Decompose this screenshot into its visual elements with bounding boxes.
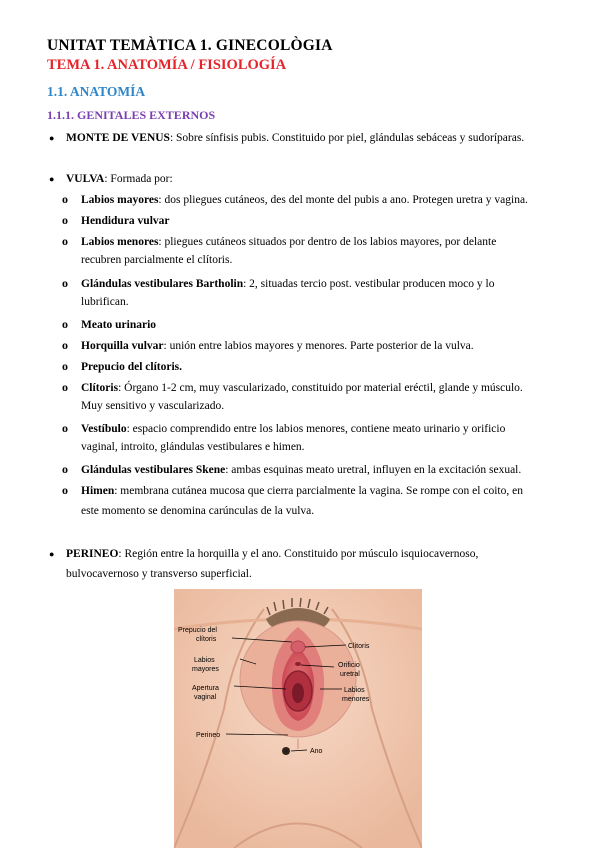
monte-paragraph bbox=[66, 131, 524, 145]
item-continuation: vaginal, introito, glándulas vestibulares e himen. bbox=[81, 441, 305, 453]
item-text: : espacio comprendido entre los labios menores, contiene meato urinario y orificio bbox=[126, 423, 506, 435]
list-item bbox=[81, 360, 182, 374]
sub-bullet-icon: o bbox=[62, 462, 68, 476]
item-text: : pliegues cutáneos situados por dentro de los labios mayores, por delante bbox=[158, 236, 497, 248]
item-term: Glándulas vestibulares Bartholin bbox=[81, 278, 244, 290]
perineo-continuation: bulvocavernoso y transverso superficial. bbox=[66, 568, 252, 580]
list-item bbox=[81, 463, 521, 477]
item-term: Vestíbulo bbox=[81, 423, 127, 435]
sub-bullet-icon: o bbox=[62, 421, 68, 435]
topic-title: TEMA 1. ANATOMÍA / FISIOLOGÍA bbox=[47, 57, 287, 73]
item-term: Labios menores bbox=[81, 236, 159, 248]
sub-bullet-icon: o bbox=[62, 192, 68, 206]
label-clitoris: Clitoris bbox=[348, 643, 370, 650]
label-labios-menores-2: menores bbox=[342, 696, 370, 703]
label-apertura-2: vaginal bbox=[194, 694, 217, 701]
vulva-paragraph bbox=[66, 172, 173, 186]
sub-bullet-icon: o bbox=[62, 276, 68, 290]
item-text: : dos pliegues cutáneos, des del monte del pubis a ano. Protegen uretra y vagina. bbox=[158, 194, 528, 206]
list-item bbox=[81, 214, 170, 228]
item-text: : Órgano 1-2 cm, muy vascularizado, constituido por material eréctil, glande y músculo. bbox=[118, 382, 523, 394]
label-ano: Ano bbox=[310, 748, 323, 755]
label-prepucio-1: Prepucio del bbox=[178, 627, 217, 634]
list-item bbox=[81, 484, 523, 498]
item-continuation: Muy sensitivo y vascularizado. bbox=[81, 400, 225, 412]
label-orificio-2: uretral bbox=[340, 671, 360, 678]
label-prepucio-2: clítoris bbox=[196, 636, 217, 643]
section-heading: 1.1. ANATOMÍA bbox=[47, 84, 146, 99]
sub-bullet-icon: o bbox=[62, 317, 68, 331]
clitoris-shape bbox=[291, 641, 305, 653]
item-text: : ambas esquinas meato uretral, influyen en la excitación sexual. bbox=[225, 464, 522, 476]
anus-folds bbox=[282, 747, 290, 755]
subsection-heading: 1.1.1. GENITALES EXTERNOS bbox=[47, 108, 216, 122]
item-term: Glándulas vestibulares Skene bbox=[81, 464, 226, 476]
item-continuation: este momento se denomina carúnculas de la vulva. bbox=[81, 505, 315, 517]
sub-bullet-icon: o bbox=[62, 338, 68, 352]
item-term: Clítoris bbox=[81, 382, 119, 394]
item-term: Prepucio del clítoris. bbox=[81, 361, 183, 373]
sub-bullet-icon: o bbox=[62, 483, 68, 497]
label-labios-mayores-2: mayores bbox=[192, 666, 219, 673]
item-text: : 2, situadas tercio post. vestibular producen moco y lo bbox=[243, 278, 495, 290]
item-term: Hendidura vulvar bbox=[81, 215, 170, 227]
monte-term: MONTE DE VENUS bbox=[66, 132, 170, 144]
item-term: Meato urinario bbox=[81, 319, 157, 331]
perineo-paragraph bbox=[66, 547, 478, 561]
label-apertura-1: Apertura bbox=[192, 685, 219, 692]
item-continuation: recubren parcialmente el clítoris. bbox=[81, 254, 233, 266]
item-text: : unión entre labios mayores y menores. Parte posterior de la vulva. bbox=[163, 340, 474, 352]
list-item bbox=[81, 235, 496, 249]
item-text: : membrana cutánea mucosa que cierra parcialmente la vagina. Se rompe con el coito, en bbox=[114, 485, 523, 497]
vaginal-inner-shape bbox=[292, 683, 304, 703]
list-item bbox=[81, 318, 156, 332]
sub-bullet-icon: o bbox=[62, 213, 68, 227]
vulva-text: : Formada por: bbox=[104, 173, 173, 185]
bullet-icon: ● bbox=[49, 174, 55, 184]
perineo-term: PERINEO bbox=[66, 548, 119, 560]
document-title: UNITAT TEMÀTICA 1. GINECOLÒGIA bbox=[47, 37, 333, 54]
perineo-text: : Región entre la horquilla y el ano. Constituido por músculo isquiocavernoso, bbox=[118, 548, 479, 560]
label-orificio-1: Orificio bbox=[338, 662, 360, 669]
item-term: Labios mayores bbox=[81, 194, 159, 206]
monte-text: : Sobre sínfisis pubis. Constituido por piel, glándulas sebáceas y sudoríparas. bbox=[169, 132, 525, 144]
list-item bbox=[81, 422, 505, 436]
item-continuation: lubrifican. bbox=[81, 296, 129, 308]
sub-bullet-icon: o bbox=[62, 234, 68, 248]
vulva-term: VULVA bbox=[66, 173, 105, 185]
item-term: Horquilla vulvar bbox=[81, 340, 164, 352]
urethral-orifice-shape bbox=[295, 662, 301, 666]
bullet-icon: ● bbox=[49, 549, 55, 559]
label-perineo: Perineo bbox=[196, 732, 221, 739]
list-item bbox=[81, 339, 474, 353]
list-item bbox=[81, 381, 523, 395]
label-labios-mayores-1: Labios bbox=[194, 657, 215, 664]
sub-bullet-icon: o bbox=[62, 380, 68, 394]
label-labios-menores-1: Labios bbox=[344, 687, 365, 694]
item-term: Himen bbox=[81, 485, 115, 497]
bullet-icon: ● bbox=[49, 133, 55, 143]
list-item bbox=[81, 277, 494, 291]
sub-bullet-icon: o bbox=[62, 359, 68, 373]
list-item bbox=[81, 193, 528, 207]
vulva-anatomy-figure bbox=[174, 589, 422, 848]
